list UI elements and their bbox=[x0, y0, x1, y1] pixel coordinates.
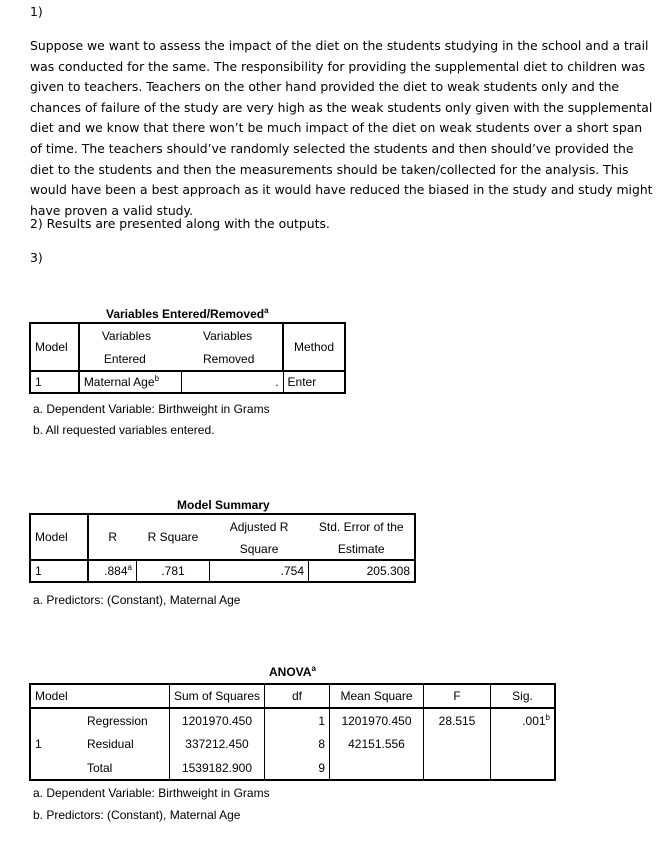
anova-row-regression-f: 28.515 bbox=[424, 708, 491, 732]
anova-note-b: b. Predictors: (Constant), Maternal Age bbox=[33, 808, 241, 822]
anova-model-number: 1 bbox=[35, 737, 42, 751]
summary-header-std-error-1: Std. Error of the bbox=[318, 519, 404, 534]
anova-row-total-f bbox=[424, 756, 491, 780]
anova-note-a: a. Dependent Variable: Birthweight in Grams bbox=[33, 786, 270, 800]
anova-row-residual-f bbox=[424, 732, 491, 756]
anova-header-sum-of-squares: Sum of Squares bbox=[169, 684, 264, 708]
header-variables-removed-1: Variables bbox=[203, 328, 253, 343]
header-model: Model bbox=[30, 323, 79, 371]
model-summary-title: Model Summary bbox=[177, 498, 270, 512]
anova-row-regression-ms: 1201970.450 bbox=[330, 708, 424, 732]
header-method: Method bbox=[283, 323, 345, 371]
summary-note-a: a. Predictors: (Constant), Maternal Age bbox=[33, 593, 241, 607]
anova-header-model: Model bbox=[30, 684, 169, 708]
row-variables-removed: . bbox=[275, 375, 279, 389]
question-1-paragraph: Suppose we want to assess the impact of the diet on the students studying in the school and a trail was conducted for the same. The responsibility for providing the supplemental diet to children was given to teachers. Teachers on the other hand provided the diet to weak students only and the chances of failure of the study are very high as the weak students only given with the supplemental diet and we know that there won’t be much impact of the diet on weak students over a short span of time. The teachers should’ve randomly selected the students and then should’ve provided the diet to the students and then the measurements should be taken/collected for the analysis. This would have been a best approach as it would have reduced the biased in the study and study might have proven a valid study. bbox=[30, 38, 653, 218]
summary-header-adjusted-2: Square bbox=[239, 541, 279, 556]
summary-row-r-square: .781 bbox=[136, 560, 209, 582]
summary-row-r: .884$^a$ bbox=[88, 560, 136, 582]
anova-row-total-df: 9 bbox=[265, 756, 330, 780]
anova-title: ANOVA$^a$ bbox=[269, 664, 316, 679]
header-variables-entered-2: Entered bbox=[103, 351, 146, 366]
row-variables-entered: Maternal Age$^b$ bbox=[79, 371, 181, 393]
summary-header-adjusted-1: Adjusted R bbox=[229, 519, 289, 534]
question-3-number: 3) bbox=[30, 250, 43, 265]
variables-table-title: Variables Entered/Removed$^a$ bbox=[106, 306, 269, 321]
anova-header-df: df bbox=[265, 684, 330, 708]
anova-header-mean-square: Mean Square bbox=[330, 684, 424, 708]
summary-header-r-square: R Square bbox=[147, 530, 199, 544]
anova-row-total-ss: 1539182.900 bbox=[169, 756, 264, 780]
anova-row-regression-sig: .001$^b$ bbox=[522, 712, 550, 728]
anova-header-f: F bbox=[424, 684, 491, 708]
anova-row-total-ms bbox=[330, 756, 424, 780]
question-1-number: 1) bbox=[30, 4, 43, 19]
summary-row-std-error: 205.308 bbox=[366, 564, 410, 578]
question-2-text: 2) Results are presented along with the outputs. bbox=[30, 216, 330, 231]
model-summary-table bbox=[29, 513, 416, 583]
variables-note-a: a. Dependent Variable: Birthweight in Grams bbox=[33, 402, 270, 416]
anova-row-total-sig bbox=[491, 756, 556, 780]
row-method: Enter bbox=[283, 371, 345, 393]
anova-row-residual-sig bbox=[491, 732, 556, 756]
anova-header-sig: Sig. bbox=[512, 689, 533, 703]
anova-row-residual-ss: 337212.450 bbox=[169, 732, 264, 756]
summary-row-adjusted-r-square: .754 bbox=[210, 560, 309, 582]
row-model: 1 bbox=[30, 371, 79, 393]
variables-note-b: b. All requested variables entered. bbox=[33, 423, 215, 437]
summary-row-model: 1 bbox=[30, 560, 88, 582]
anova-row-total-label: Total bbox=[79, 756, 169, 780]
header-variables-entered-1: Variables bbox=[101, 328, 151, 343]
anova-row-regression-label: Regression bbox=[79, 708, 169, 732]
summary-header-r: R bbox=[108, 530, 118, 544]
variables-entered-removed-table bbox=[29, 322, 346, 394]
anova-table bbox=[29, 683, 556, 781]
header-variables-removed-2: Removed bbox=[203, 351, 255, 366]
anova-row-regression-df: 1 bbox=[265, 708, 330, 732]
anova-row-residual-df: 8 bbox=[265, 732, 330, 756]
anova-row-residual-ms: 42151.556 bbox=[330, 732, 424, 756]
summary-header-std-error-2: Estimate bbox=[337, 541, 385, 556]
anova-row-regression-ss: 1201970.450 bbox=[169, 708, 264, 732]
anova-row-residual-label: Residual bbox=[79, 732, 169, 756]
summary-header-model: Model bbox=[30, 514, 88, 560]
